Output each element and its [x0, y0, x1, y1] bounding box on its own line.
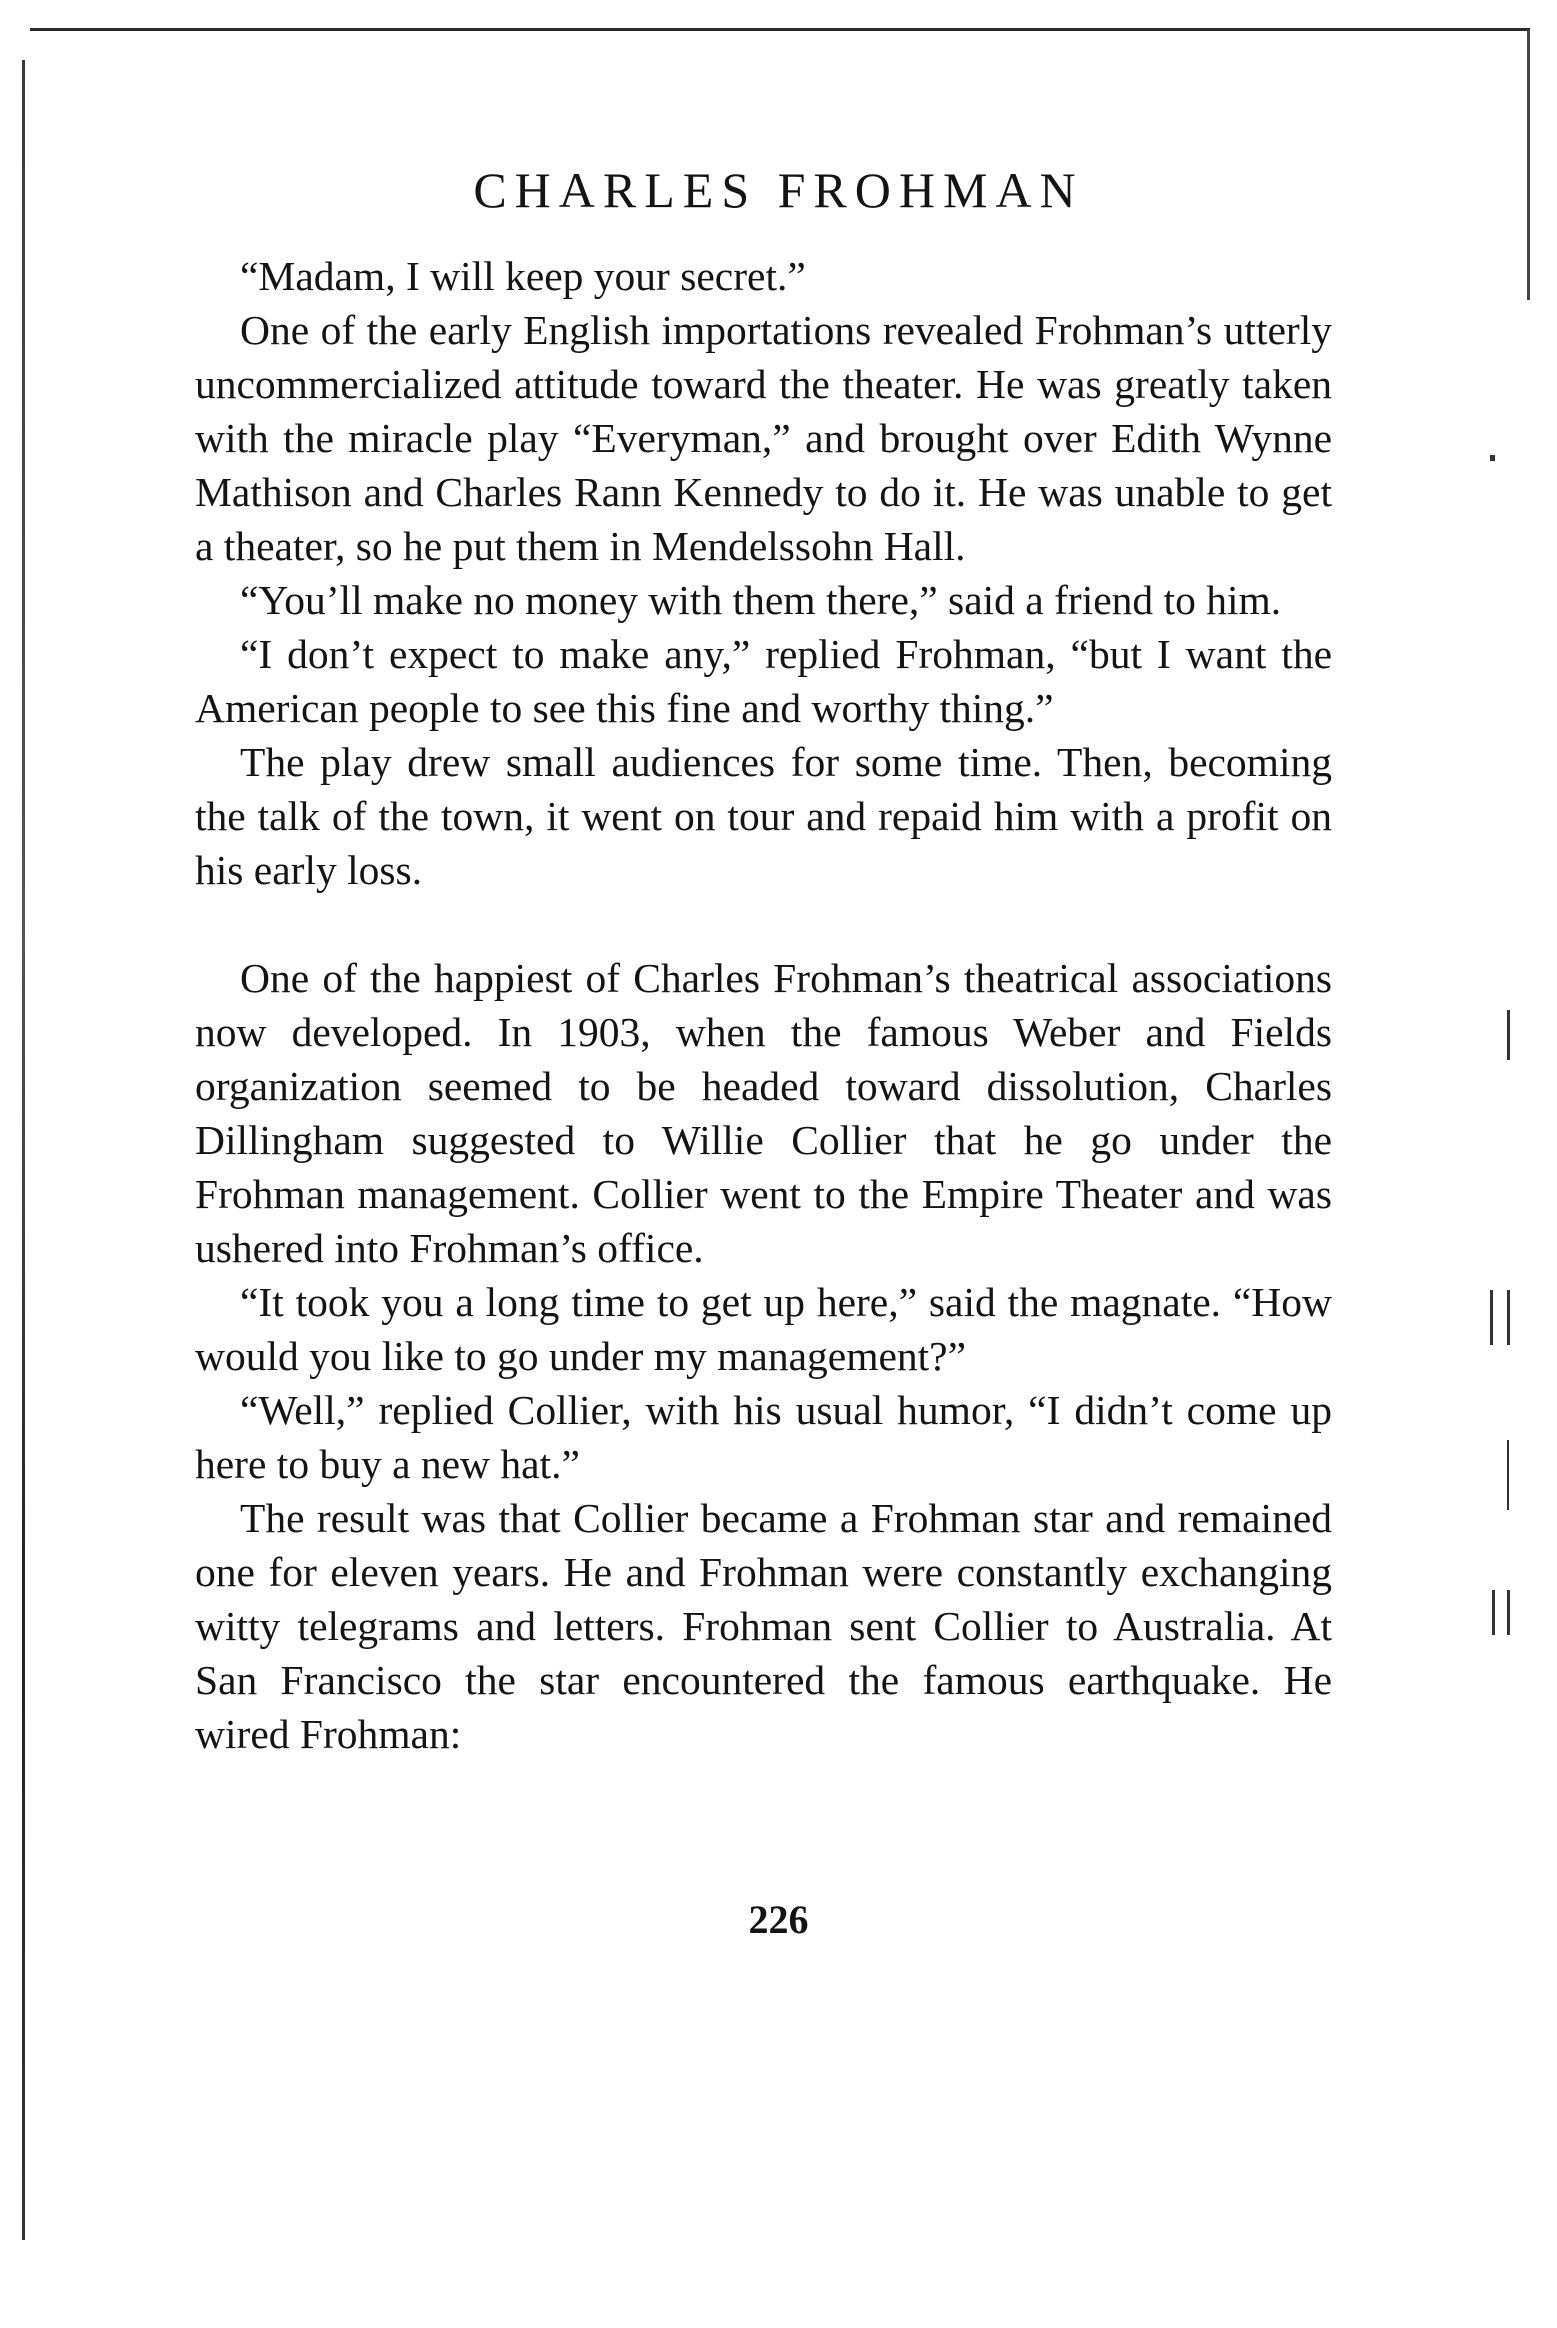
scan-mark-right [1490, 1290, 1493, 1345]
page-number: 226 [748, 1897, 809, 1942]
paragraph: One of the early English importations revealed Frohman’s utterly uncommercialized attitude toward the theater. He was greatly taken with the miracle play “Everyman,” and brought over Edith Wynne Mathison and Charles Rann Kennedy to do it. He was unable to get a theater, so he put them in Mendelssohn Hall. [195, 307, 1332, 569]
paragraph: The result was that Collier became a Frohman star and remained one for eleven years. He and Frohman were constantly exchanging witty telegrams and letters. Frohman sent Collier to Australia. At San Francisco the star encountered the famous earthquake. He wired Frohman: [195, 1495, 1332, 1757]
paragraph: One of the happiest of Charles Frohman’s theatrical associations now developed. In 1903, when the famous Weber and Fields organization seemed to be headed toward dissolution, Charles Dillingham suggested to Willie Collier that he go under the Frohman management. Collier went to the Empire Theater and was ushered into Frohman’s office. [195, 955, 1332, 1271]
scan-mark-right [1507, 1010, 1510, 1060]
scan-mark-right [1507, 1440, 1509, 1510]
paragraph: “It took you a long time to get up here,” said the magnate. “How would you like to go under my management?” [195, 1279, 1332, 1379]
paragraph: “You’ll make no money with them there,” said a friend to him. [240, 577, 1282, 623]
scan-speck [1490, 455, 1495, 461]
scan-mark-right [1507, 1290, 1510, 1345]
paragraph: “Madam, I will keep your secret.” [240, 253, 806, 299]
running-head: CHARLES FROHMAN [473, 162, 1084, 218]
page-body [195, 249, 1332, 1761]
scan-edge-top [30, 28, 1530, 31]
scan-mark-right [1507, 1590, 1510, 1635]
paragraph: “Well,” replied Collier, with his usual humor, “I didn’t come up here to buy a new hat.” [195, 1387, 1332, 1487]
paragraph: The play drew small audiences for some time. Then, becoming the talk of the town, it went on tour and repaid him with a profit on his early loss. [195, 739, 1332, 893]
section-break [195, 897, 1332, 951]
scan-mark-right [1492, 1590, 1495, 1635]
paragraph: “I don’t expect to make any,” replied Frohman, “but I want the American people to see this fine and worthy thing.” [195, 631, 1332, 731]
